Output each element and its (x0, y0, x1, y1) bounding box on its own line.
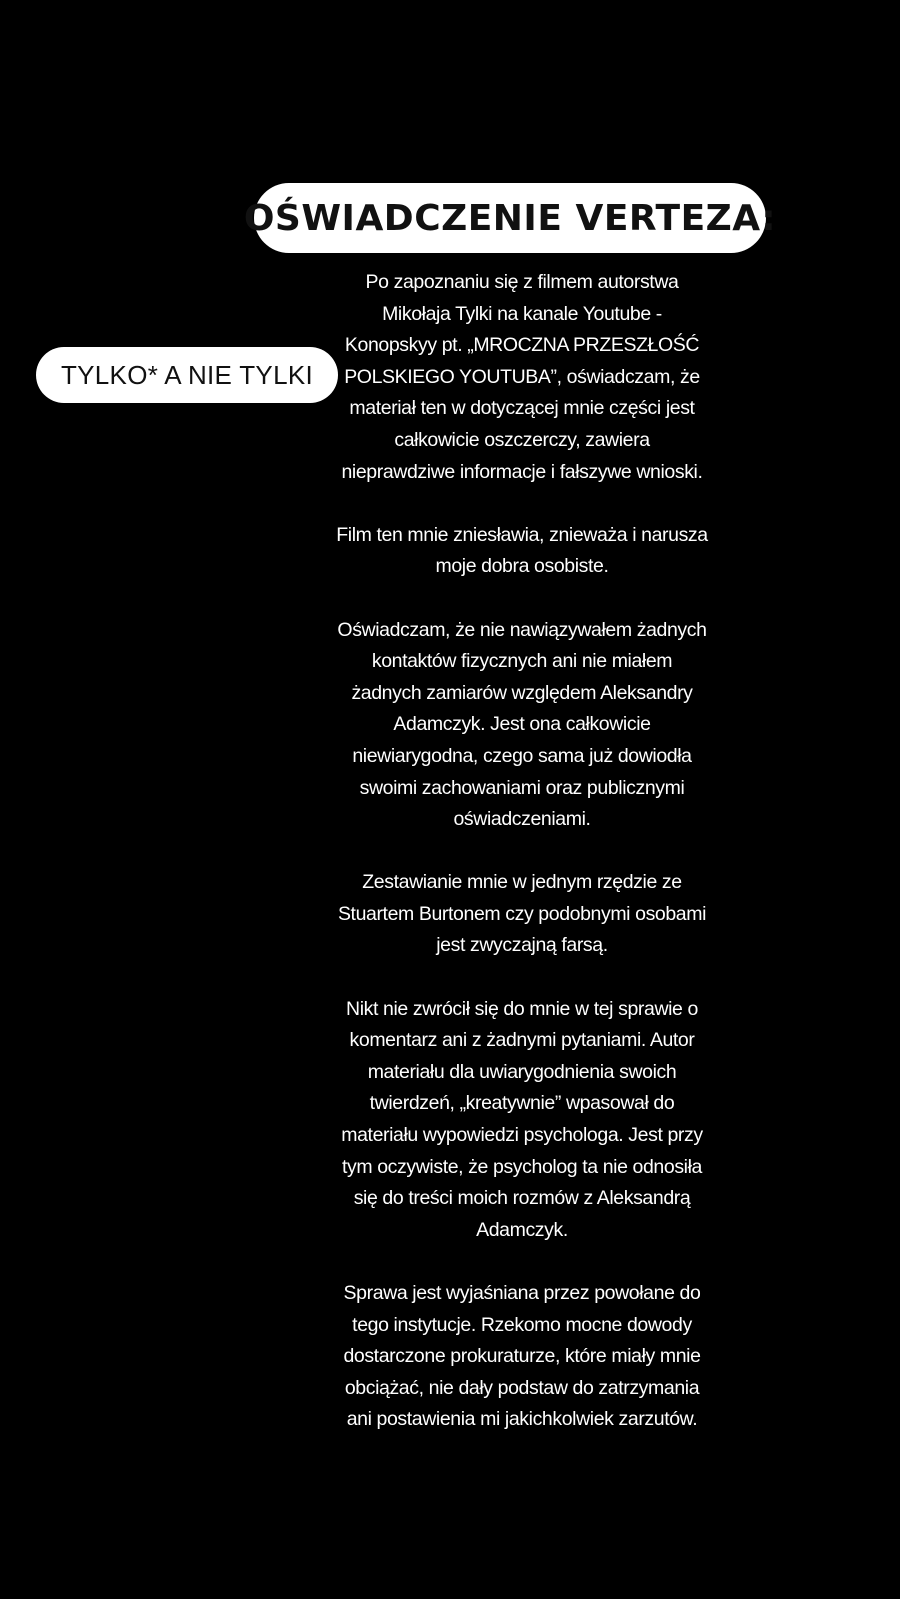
statement-paragraph: Film ten mnie zniesławia, znieważa i narusza moje dobra osobiste. (336, 523, 708, 578)
annotation-label: TYLKO* A NIE TYLKI (60, 359, 314, 390)
statement-body (336, 267, 708, 1468)
statement-paragraph: Nikt nie zwrócił się do mnie w tej sprawie o komentarz ani z żadnymi pytaniami. Autor materiału dla uwiarygodnienia swoich twierdzeń, „kreatywnie” wpasował do materiału wypowiedzi psychologa. Jest przy tym oczywiste, że psycholog ta nie odnosiła się do treści moich rozmów z Aleksandrą Adamczyk. (341, 997, 703, 1241)
title-sticker (243, 183, 777, 253)
statement-paragraph: Oświadczam, że nie nawiązywałem żadnych kontaktów fizycznych ani nie miałem żadnych zamiarów względem Aleksandry Adamczyk. Jest ona całkowicie niewiarygodna, czego sama już dowiodła swoimi zachowaniami oraz publicznymi oświadczeniami. (337, 618, 707, 831)
statement-paragraph: Zestawianie mnie w jednym rzędzie ze Stuartem Burtonem czy podobnymi osobami jest zwyczajną farsą. (337, 871, 707, 957)
statement-paragraph: Sprawa jest wyjaśniana przez powołane do tego instytucje. Rzekomo mocne dowody dostarczone prokuraturze, które miały mnie obciążać, nie dały podstaw do zatrzymania ani postawienia mi jakichkolwiek zarzutów. (343, 1282, 701, 1431)
annotation-sticker (36, 347, 338, 403)
statement-paragraph: Po zapoznaniu się z filmem autorstwa Mikołaja Tylki na kanale Youtube - Konopskyy pt. „MROCZNA PRZESZŁOŚĆ POLSKIEGO YOUTUBA”, oświadczam, że materiał ten w dotyczącej mnie części jest całkowicie oszczerczy, zawiera nieprawdziwe informacje i fałszywe wnioski. (341, 271, 703, 483)
statement-title: OŚWIADCZENIE VERTEZA: (243, 197, 777, 239)
